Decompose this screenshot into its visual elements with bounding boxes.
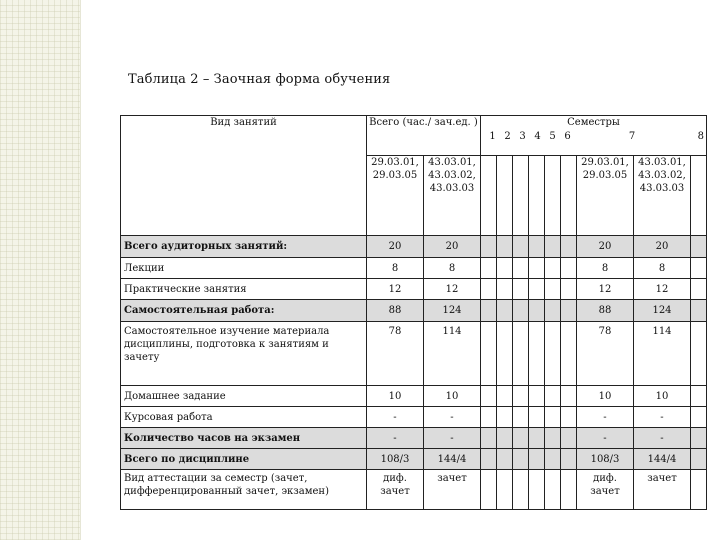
row-total-a: 12 [367,279,424,300]
row-label: Практические занятия [121,279,367,300]
row-total-b: 8 [424,258,481,279]
left-decorative-stripe [0,0,81,540]
row-total-a: 88 [367,300,424,322]
row-label: Количество часов на экзамен [121,428,367,449]
row-label: Самостоятельная работа: [121,300,367,322]
row-total-b: - [424,428,481,449]
row-sem7-b: - [634,407,691,428]
table-row [121,236,707,258]
study-hours-table [120,115,707,510]
codes-sem7-a: 29.03.01, 29.03.05 [577,156,634,236]
codes-total-a: 29.03.01, 29.03.05 [367,156,424,236]
row-sem7-a: 10 [577,386,634,407]
table-row [121,407,707,428]
semester-numbers [481,130,706,144]
codes-total-b: 43.03.01, 43.03.02, 43.03.03 [424,156,481,236]
table-row [121,322,707,386]
codes-sem7-b: 43.03.01, 43.03.02, 43.03.03 [634,156,691,236]
row-total-b: 124 [424,300,481,322]
header-activity-type: Вид занятий [121,116,367,236]
table-row [121,386,707,407]
row-total-b: - [424,407,481,428]
table-caption: Таблица 2 – Заочная форма обучения [128,72,391,87]
table-row [121,470,707,510]
row-sem7-a: 8 [577,258,634,279]
table-row [121,300,707,322]
row-label: Самостоятельное изучение материала дисциплины, подготовка к занятиям и зачету [121,322,367,386]
table-row [121,449,707,470]
row-total-a: диф. зачет [367,470,424,510]
row-label: Курсовая работа [121,407,367,428]
row-total-b: зачет [424,470,481,510]
table-row [121,258,707,279]
row-total-a: 8 [367,258,424,279]
row-sem7-a: диф. зачет [577,470,634,510]
row-total-b: 10 [424,386,481,407]
semester-2: 2 [504,131,511,142]
semester-4: 4 [534,131,541,142]
semester-7: 7 [628,131,636,142]
header-row-main [121,116,707,156]
header-semesters [481,116,707,156]
row-total-a: - [367,407,424,428]
row-sem7-b: 144/4 [634,449,691,470]
row-total-b: 20 [424,236,481,258]
row-sem7-a: - [577,407,634,428]
row-total-a: 78 [367,322,424,386]
row-sem7-a: - [577,428,634,449]
header-total: Всего (час./ зач.ед. ) [367,116,481,156]
semester-1: 1 [489,131,496,142]
table-row [121,279,707,300]
semesters-title: Семестры [567,117,620,128]
row-sem7-b: зачет [634,470,691,510]
row-sem7-b: 8 [634,258,691,279]
row-sem7-b: 20 [634,236,691,258]
row-sem7-a: 12 [577,279,634,300]
row-sem7-b: 10 [634,386,691,407]
row-total-a: - [367,428,424,449]
semester-3: 3 [519,131,526,142]
row-sem7-a: 108/3 [577,449,634,470]
row-total-b: 114 [424,322,481,386]
row-sem7-a: 88 [577,300,634,322]
row-label: Лекции [121,258,367,279]
row-sem7-b: 124 [634,300,691,322]
row-total-b: 12 [424,279,481,300]
row-label: Вид аттестации за семестр (зачет, дифференцированный зачет, экзамен) [121,470,367,510]
row-total-a: 20 [367,236,424,258]
row-sem7-b: 114 [634,322,691,386]
row-sem7-a: 20 [577,236,634,258]
row-label: Домашнее задание [121,386,367,407]
semester-5: 5 [549,131,556,142]
row-label: Всего аудиторных занятий: [121,236,367,258]
row-sem7-b: - [634,428,691,449]
row-total-a: 108/3 [367,449,424,470]
semester-6: 6 [564,131,571,142]
row-total-a: 10 [367,386,424,407]
row-sem7-b: 12 [634,279,691,300]
row-sem7-a: 78 [577,322,634,386]
row-total-b: 144/4 [424,449,481,470]
table-row [121,428,707,449]
semester-8: 8 [697,131,705,142]
row-label: Всего по дисциплине [121,449,367,470]
